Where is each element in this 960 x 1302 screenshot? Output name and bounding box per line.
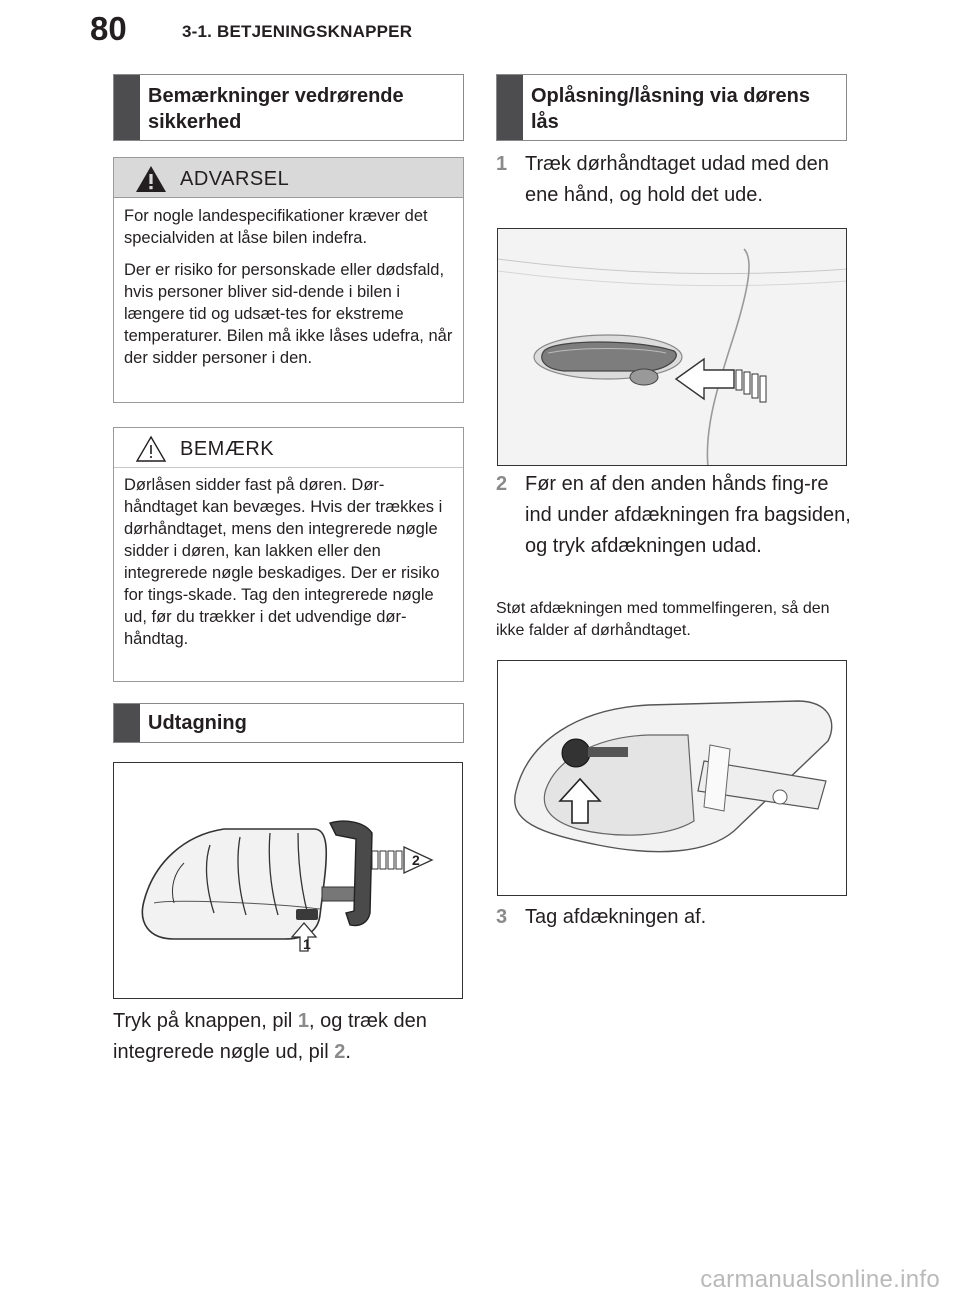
warning-body (114, 205, 463, 369)
step-text: Før en af den anden hånds fing-re ind under afdækningen fra bagsiden, og tryk afdækningen udad. (525, 473, 851, 557)
note-header (114, 428, 463, 468)
removal-instruction (113, 1006, 468, 1068)
support-note: Støt afdækningen med tommelfingeren, så den ikke falder af dørhåndtaget. (496, 600, 830, 639)
arrow-ref-2: 2 (334, 1041, 346, 1063)
section-heading-safety-text: Bemærkninger vedrørende sikkerhed (148, 85, 404, 133)
page-number: 80 (90, 10, 127, 47)
section-heading-door-lock (496, 74, 847, 141)
arrow-2 (372, 847, 432, 873)
step-text: Træk dørhåndtaget udad med den ene hånd, og hold det ude. (525, 153, 829, 206)
note-label: BEMÆRK (180, 438, 275, 460)
section-heading-door-lock-text: Oplåsning/låsning via dørens lås (531, 85, 810, 133)
section-heading-safety (113, 74, 464, 141)
step-text: Tag afdækningen af. (525, 906, 707, 928)
chapter-title: 3-1. BETJENINGSKNAPPER (182, 22, 413, 41)
note-paragraph: Dørlåsen sidder fast på døren. Dør-håndtaget kan bevæges. Hvis der trækkes i dørhåndtaget, mens den integrerede nøgle sidder i døren, kan lakken eller den integrerede nøgle beskadiges. Der er risiko for tings-skade. Tag den integrerede nøgle ud, før du trækker i det udvendige dør-håndtag. (124, 476, 443, 648)
note-box (113, 427, 464, 682)
step-number: 1 (496, 153, 508, 175)
heading-bar (114, 704, 140, 742)
instruction-part-3: . (345, 1041, 351, 1063)
warning-box (113, 157, 464, 403)
step-3 (496, 902, 851, 933)
section-heading-removal-text: Udtagning (148, 712, 247, 734)
warning-header (114, 158, 463, 198)
section-heading-removal (113, 703, 464, 743)
warning-paragraph-2: Der er risiko for personskade eller dødsfald, hvis personer bliver sid-dende i bilen i længere tid og udsæt-tes for ekstreme temperaturer. Bilen må ikke låses udefra, når der sidder personer i den. (124, 261, 453, 367)
step-1 (496, 149, 851, 211)
step-2 (496, 469, 851, 562)
warning-triangle-icon (134, 164, 168, 194)
step-number: 2 (496, 473, 508, 495)
instruction-part-1: Tryk på knappen, pil (113, 1010, 298, 1032)
caution-outline-icon (134, 434, 168, 464)
step-number: 3 (496, 906, 508, 928)
heading-bar (497, 75, 523, 140)
figure-cover-removal (497, 660, 847, 896)
door-handle-illustration (498, 229, 847, 466)
figure-key-removal (113, 762, 463, 999)
watermark: carmanualsonline.info (700, 1266, 940, 1293)
key-fob-illustration (114, 763, 463, 999)
arrow-ref-1: 1 (297, 1010, 310, 1032)
callout-2: 2 (412, 852, 420, 868)
cover-removal-illustration (498, 661, 847, 896)
heading-bar (114, 75, 140, 140)
figure-door-handle (497, 228, 847, 466)
note-body (114, 474, 463, 650)
warning-paragraph-1: For nogle landespecifikationer kræver det specialviden at låse bilen indefra. (124, 207, 428, 247)
instruction-part-2: , og træk den integrerede nøgle ud, pil (113, 1010, 427, 1063)
callout-1: 1 (303, 936, 311, 952)
warning-label: ADVARSEL (180, 168, 290, 190)
